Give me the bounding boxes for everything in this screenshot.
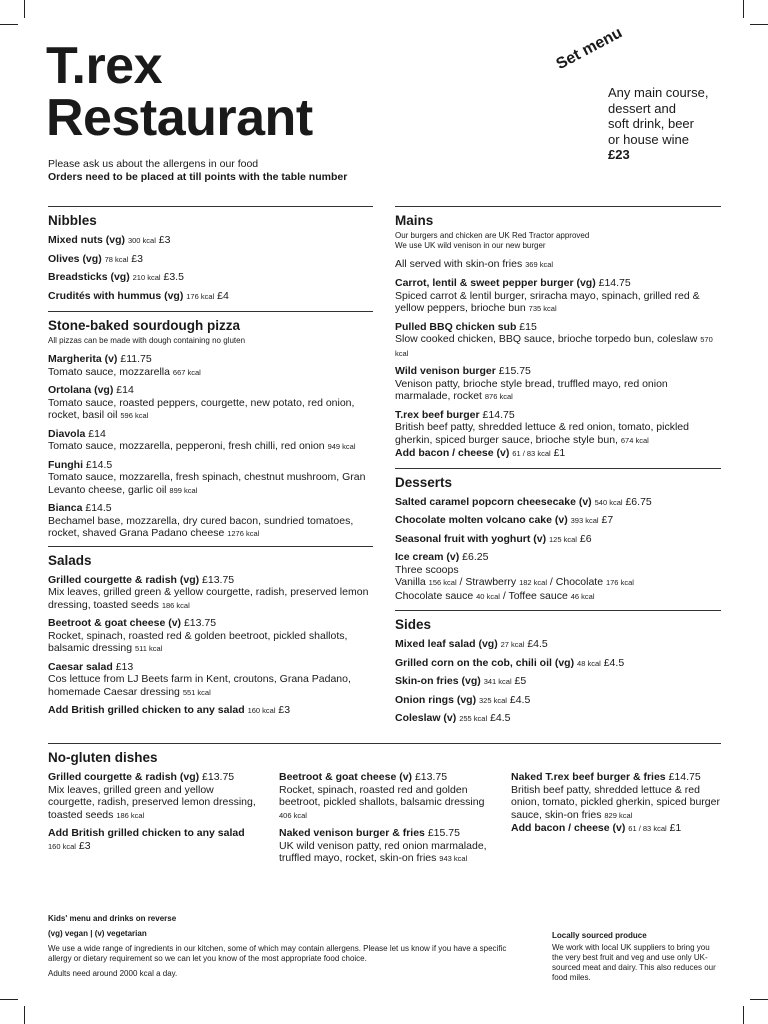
menu-item — [395, 657, 721, 671]
item-description: Venison patty, brioche style bread, truffled mayo, red onion marmalade, rocket — [395, 377, 668, 402]
item-name: Diavola — [48, 427, 86, 440]
item-price: £13.75 — [202, 573, 235, 586]
item-description: Spiced carrot & lentil burger, sriracha mayo, spinach, grilled red & yellow peppers, brioche bun — [395, 289, 700, 314]
item-name: Grilled courgette & radish (vg) — [48, 573, 200, 586]
item-price: £15 — [519, 320, 537, 333]
item-price: £6 — [579, 532, 592, 545]
flavour-kcal: 156 kcal — [428, 578, 457, 587]
item-kcal: 899 kcal — [169, 485, 198, 495]
no-gluten-list — [279, 771, 494, 866]
section-title: Sides — [395, 617, 432, 632]
menu-item — [48, 271, 373, 285]
addon-kcal: 61 / 83 kcal — [512, 449, 551, 458]
flavour-kcal: 182 kcal — [519, 578, 547, 587]
section-title: Stone-baked sourdough pizza — [48, 318, 241, 333]
item-kcal: 949 kcal — [327, 442, 356, 451]
item-kcal: 176 kcal — [186, 291, 215, 301]
addon-kcal: 61 / 83 kcal — [628, 824, 667, 833]
item-description: Tomato sauce, mozzarella — [48, 365, 170, 378]
set-menu-line: dessert and — [608, 100, 676, 116]
item-kcal: 341 kcal — [483, 677, 512, 686]
item-name: Olives (vg) — [48, 252, 102, 265]
item-kcal: 27 kcal — [500, 640, 525, 649]
item-name: Salted caramel popcorn cheesecake (v) — [395, 495, 592, 508]
salads-section — [48, 546, 373, 718]
menu-item — [395, 675, 721, 689]
section-title: Salads — [48, 552, 92, 568]
served-note — [395, 258, 721, 270]
mains-note-1: Our burgers and chicken are UK Red Tractor approved — [395, 231, 590, 240]
item-price: £14.75 — [668, 771, 701, 783]
item-price: £6.75 — [625, 495, 652, 508]
addon-kcal: 160 kcal — [247, 706, 276, 715]
item-kcal: 406 kcal — [279, 810, 307, 820]
set-menu-line: Any main course, — [608, 85, 709, 100]
addon-price: £3 — [78, 839, 91, 852]
item-name: Naked venison burger & fries — [279, 827, 425, 839]
diet-legend: (vg) vegan | (v) vegetarian — [48, 929, 147, 938]
menu-item — [48, 502, 373, 541]
crop-mark — [750, 999, 768, 1000]
item-kcal: 1276 kcal — [227, 529, 260, 538]
no-gluten-col-3 — [511, 771, 721, 841]
addon-price: £3 — [278, 704, 291, 716]
footer-left — [48, 914, 508, 984]
sides-list — [395, 638, 721, 726]
item-description: British beef patty, shredded lettuce & red onion, tomato, pickled gherkin, spiced burger sauce, brioche style bun, — [395, 421, 689, 446]
no-gluten-addon — [511, 822, 721, 836]
menu-item — [395, 638, 721, 652]
item-price: £5 — [514, 675, 527, 687]
no-gluten-section — [48, 743, 721, 864]
set-menu-tag: Set menu — [553, 24, 626, 74]
item-description: Mix leaves, grilled green & yellow courgette, radish, preserved lemon dressing, toasted seeds — [48, 586, 369, 611]
item-description: Tomato sauce, roasted peppers, courgette, new potato, red onion, rocket, basil oil — [48, 396, 355, 421]
item-price: £6.25 — [462, 551, 489, 563]
crop-mark — [0, 999, 18, 1000]
item-price: £14 — [88, 427, 106, 440]
menu-item — [279, 827, 494, 866]
set-menu-line: or house wine — [608, 131, 689, 147]
kids-note: Kids' menu and drinks on reverse — [48, 914, 177, 923]
menu-item — [279, 771, 494, 822]
menu-item — [395, 514, 721, 528]
section-title: Mains — [395, 213, 434, 228]
left-column — [48, 206, 373, 723]
menu-item — [395, 277, 721, 316]
item-kcal: 570 kcal — [395, 335, 713, 358]
crop-mark — [743, 1006, 744, 1024]
item-price: £3 — [158, 234, 171, 246]
mains-list — [395, 277, 721, 447]
title-line-1: T.rex — [46, 37, 163, 95]
mains-note-2: We use UK wild venison in our new burger — [395, 241, 546, 250]
item-description: Rocket, spinach, roasted red and golden beetroot, pickled shallots, balsamic dressing — [279, 783, 485, 808]
ice-cream-item: Ice cream (v) £6.25 Three scoops Vanilla 156 kcal / Strawberry 182 kcal / Chocolate 176 kcal Chocolate sauce 40 kcal / Toffee sauce 46 kcal — [395, 551, 634, 602]
item-name: Skin-on fries (vg) — [395, 675, 481, 687]
desserts-list — [395, 496, 721, 547]
crop-mark — [743, 0, 744, 18]
menu-item — [48, 459, 373, 498]
local-title: Locally sourced produce — [552, 931, 647, 940]
item-name: Breadsticks (vg) — [48, 271, 130, 283]
menu-item — [395, 712, 721, 726]
sauce: Toffee sauce — [508, 589, 568, 602]
sauce-kcal: 46 kcal — [570, 591, 595, 601]
item-kcal: 186 kcal — [116, 810, 145, 820]
intro-notes — [48, 158, 347, 184]
item-name: Mixed leaf salad (vg) — [395, 638, 498, 650]
kcal-note: Adults need around 2000 kcal a day. — [48, 969, 178, 978]
set-menu-offer — [608, 85, 708, 163]
item-price: £4.5 — [603, 656, 625, 669]
item-kcal: 300 kcal — [127, 236, 156, 245]
crop-mark — [24, 1006, 25, 1024]
item-price: £4.5 — [490, 712, 511, 724]
item-name: T.rex beef burger — [395, 408, 480, 421]
item-name: Grilled corn on the cob, chili oil (vg) — [395, 656, 575, 669]
item-description: UK wild venison patty, red onion marmalade, truffled mayo, rocket, skin-on fries — [279, 839, 487, 864]
item-name: Wild venison burger — [395, 365, 496, 377]
item-name: Margherita (v) — [48, 353, 118, 365]
item-price: £14.5 — [85, 458, 113, 471]
item-kcal: 551 kcal — [182, 687, 211, 697]
menu-item — [395, 694, 721, 708]
salads-list — [48, 574, 373, 700]
order-note: Orders need to be placed at till points with the table number — [48, 171, 348, 183]
scoops-note: Three scoops — [395, 563, 459, 576]
menu-item — [395, 496, 721, 510]
addon-name: Add British grilled chicken to any salad — [48, 704, 245, 716]
mains-addon — [395, 447, 721, 461]
crop-mark — [0, 24, 18, 25]
item-kcal: 325 kcal — [479, 695, 507, 705]
item-description: Rocket, spinach, roasted red & golden beetroot, pickled shallots, balsamic dressing — [48, 629, 348, 654]
section-title: Nibbles — [48, 213, 97, 228]
item-description: British beef patty, shredded lettuce & red onion, tomato, pickled gherkin, spiced burger sauce, skin-on fries — [511, 783, 720, 821]
menu-item — [48, 234, 373, 248]
menu-item — [511, 771, 721, 822]
addon-name: Add bacon / cheese (v) — [395, 447, 510, 459]
sauce: Chocolate sauce — [395, 589, 474, 602]
item-description: Tomato sauce, mozzarella, fresh spinach, chestnut mushroom, Gran Levanto cheese, garlic oil — [48, 471, 366, 496]
salad-addon — [48, 704, 373, 718]
menu-item — [48, 290, 373, 304]
item-kcal: 829 kcal — [604, 810, 633, 820]
flavour-kcal: 176 kcal — [605, 578, 634, 587]
item-name: Ortolana (vg) — [48, 384, 114, 396]
crop-mark — [750, 24, 768, 25]
item-kcal: 540 kcal — [594, 497, 623, 507]
addon-kcal: 160 kcal — [48, 841, 76, 851]
no-gluten-col-2 — [279, 771, 494, 871]
pizza-section — [48, 311, 373, 541]
menu-item — [395, 321, 721, 361]
item-price: £15.75 — [427, 827, 460, 839]
item-price: £4.5 — [509, 693, 531, 706]
menu-item — [48, 353, 373, 379]
item-kcal: 78 kcal — [104, 254, 129, 264]
item-kcal: 186 kcal — [161, 600, 190, 610]
item-name: Naked T.rex beef burger & fries — [511, 771, 666, 783]
item-name: Carrot, lentil & sweet pepper burger (vg) — [395, 277, 596, 289]
item-kcal: 255 kcal — [459, 714, 488, 723]
item-kcal: 735 kcal — [528, 304, 557, 313]
set-menu-price: £23 — [608, 147, 630, 162]
no-gluten-list — [511, 771, 721, 822]
menu-item — [395, 533, 721, 547]
crop-mark — [24, 0, 25, 18]
menu-item — [48, 574, 373, 613]
flavour: Strawberry — [465, 576, 517, 588]
sides-section — [395, 610, 721, 726]
item-kcal: 943 kcal — [439, 854, 468, 863]
item-name: Coleslaw (v) — [395, 712, 457, 724]
item-description: Cos lettuce from LJ Beets farm in Kent, croutons, Grana Padano, homemade Caesar dressing — [48, 673, 351, 698]
right-column — [395, 206, 721, 731]
item-name: Beetroot & goat cheese (v) — [48, 617, 182, 629]
item-name: Chocolate molten volcano cake (v) — [395, 514, 568, 526]
item-kcal: 667 kcal — [172, 367, 201, 377]
item-price: £13 — [115, 660, 134, 673]
item-description: Mix leaves, grilled green and yellow courgette, radish, preserved lemon dressing, toasted seeds — [48, 783, 256, 821]
item-name: Pulled BBQ chicken sub — [395, 320, 517, 333]
served-kcal: 369 kcal — [525, 260, 554, 269]
item-price: £13.75 — [202, 771, 235, 783]
item-name: Beetroot & goat cheese (v) — [279, 771, 413, 783]
menu-item — [395, 365, 721, 404]
addon-name: Add British grilled chicken to any salad — [48, 827, 245, 839]
item-name: Bianca — [48, 502, 83, 514]
flavour: Vanilla — [395, 576, 426, 588]
menu-item — [48, 771, 263, 822]
item-description: Slow cooked chicken, BBQ sauce, brioche torpedo bun, coleslaw — [395, 333, 698, 345]
title-line-2: Restaurant — [46, 89, 313, 147]
item-kcal: 393 kcal — [570, 516, 599, 525]
allergy-note: We use a wide range of ingredients in our kitchen, some of which may contain allergens. Please let us know if you have a specific allergy or dietary requirement so we can let you know of the most appropriate food choice. — [48, 944, 507, 963]
item-description: Tomato sauce, mozzarella, pepperoni, fresh chilli, red onion — [48, 440, 325, 452]
item-kcal: 596 kcal — [120, 411, 149, 420]
item-price: £14.75 — [598, 277, 631, 289]
pizza-note: All pizzas can be made with dough containing no gluten — [48, 336, 246, 345]
item-kcal: 511 kcal — [134, 644, 163, 653]
menu-item — [48, 428, 373, 454]
item-kcal: 210 kcal — [132, 273, 161, 282]
item-name: Ice cream (v) — [395, 551, 460, 563]
pizza-list — [48, 353, 373, 541]
item-name: Onion rings (vg) — [395, 693, 477, 706]
menu-item — [48, 617, 373, 656]
served-text: All served with skin-on fries — [395, 258, 523, 270]
menu-item — [48, 384, 373, 423]
restaurant-title — [46, 37, 313, 147]
item-price: £15.75 — [498, 365, 531, 377]
item-price: £14.75 — [482, 408, 515, 421]
item-price: £14 — [116, 384, 134, 396]
mains-section — [395, 206, 721, 461]
item-name: Funghi — [48, 458, 83, 471]
item-price: £14.5 — [85, 502, 112, 514]
item-name: Caesar salad — [48, 660, 113, 673]
item-kcal: 876 kcal — [484, 392, 513, 401]
section-title: No-gluten dishes — [48, 750, 158, 765]
item-price: £7 — [601, 514, 614, 526]
addon-name: Add bacon / cheese (v) — [511, 822, 626, 834]
no-gluten-addon — [48, 827, 263, 853]
item-name: Grilled courgette & radish (vg) — [48, 771, 200, 783]
set-menu-line: soft drink, beer — [608, 116, 694, 131]
item-description: Bechamel base, mozzarella, dry cured bacon, sundried tomatoes, rocket, shaved Grana Padano cheese — [48, 514, 354, 539]
item-price: £4.5 — [527, 638, 548, 650]
footer-right — [552, 931, 722, 988]
section-title: Desserts — [395, 474, 453, 490]
item-price: £4 — [217, 289, 229, 302]
menu-item — [48, 253, 373, 267]
addon-price: £1 — [669, 822, 682, 834]
item-name: Seasonal fruit with yoghurt (v) — [395, 532, 547, 545]
sauce-kcal: 40 kcal — [476, 591, 500, 601]
mains-note — [395, 231, 721, 251]
item-price: £3.5 — [163, 271, 184, 283]
item-price: £11.75 — [120, 353, 152, 365]
no-gluten-col-1 — [48, 771, 263, 858]
nibbles-list — [48, 234, 373, 303]
menu-item — [48, 661, 373, 700]
nibbles-section — [48, 206, 373, 303]
menu-item — [395, 409, 721, 448]
item-name: Crudités with hummus (vg) — [48, 289, 184, 302]
no-gluten-list — [48, 771, 263, 822]
allergen-note: Please ask us about the allergens in our food — [48, 158, 259, 170]
item-kcal: 125 kcal — [549, 534, 577, 544]
addon-price: £1 — [553, 447, 566, 459]
item-price: £13.75 — [414, 771, 448, 783]
item-kcal: 674 kcal — [620, 435, 649, 445]
item-price: £3 — [131, 252, 143, 265]
desserts-section — [395, 468, 721, 604]
local-text: We work with local UK suppliers to bring you the very best fruit and veg and use only UK-sourced meat and dairy. This also reduces our food miles. — [552, 943, 716, 982]
flavour: Chocolate — [555, 576, 604, 588]
item-kcal: 48 kcal — [577, 658, 601, 668]
item-name: Mixed nuts (vg) — [48, 234, 126, 246]
item-price: £13.75 — [183, 617, 217, 629]
